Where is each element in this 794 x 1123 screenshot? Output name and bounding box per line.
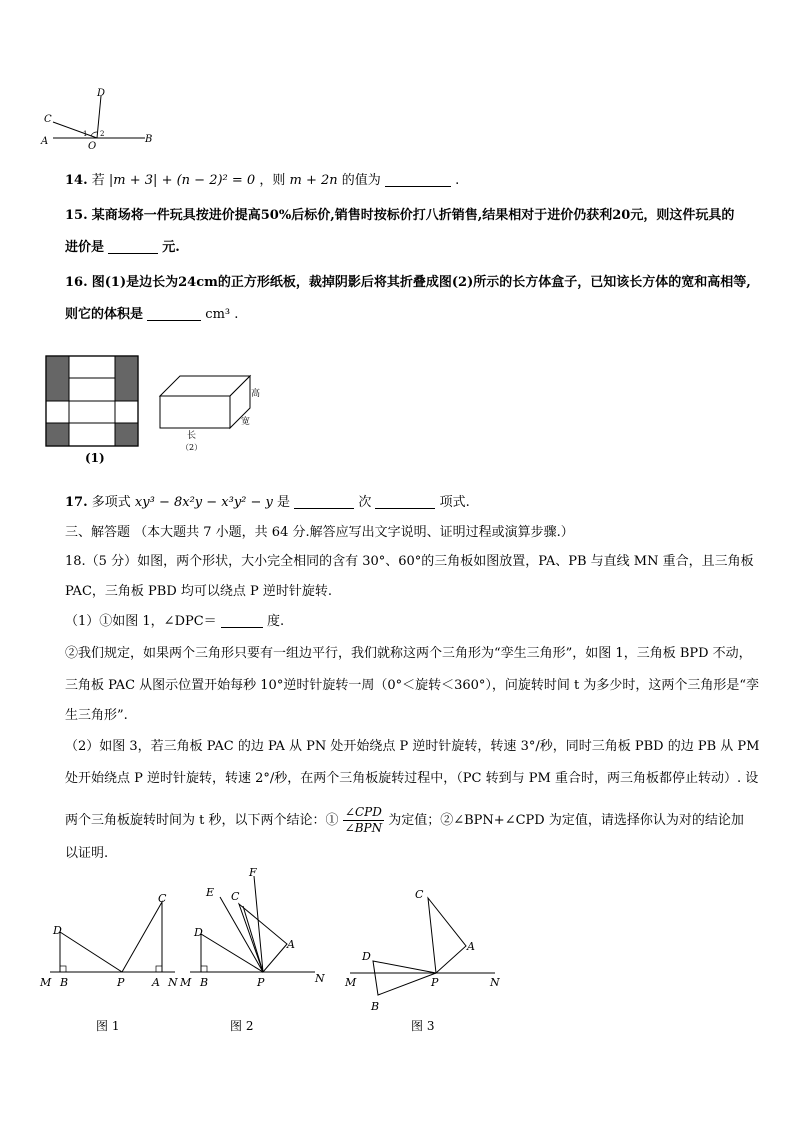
- fig1-M: M: [40, 976, 52, 989]
- fig3-M: M: [345, 976, 357, 989]
- fig1-N: N: [168, 976, 178, 989]
- fig2-C: C: [231, 890, 240, 903]
- angle-label-A: A: [41, 136, 49, 147]
- fig3-A: A: [467, 940, 475, 953]
- q18-answer-blank[interactable]: [221, 613, 263, 628]
- fig2-N: N: [315, 972, 325, 985]
- q14-number: 14.: [65, 173, 88, 188]
- fig1-D: D: [53, 924, 62, 937]
- q18-line-6: 生三角形”.: [65, 708, 128, 723]
- q18-line-2: PAC，三角板 PBD 均可以绕点 P 逆时针旋转.: [65, 584, 333, 599]
- q16-text-1: 图(1)是边长为24cm的正方形纸板，裁掉阴影后将其折叠成图(2)所示的长方体盒子，已知该长方体的宽和高相等,: [91, 275, 751, 290]
- q14-text-a: 若: [91, 173, 105, 188]
- q17-text-a: 多项式: [91, 495, 131, 510]
- q18-line-9: [65, 805, 744, 836]
- fig1-B: B: [60, 976, 69, 989]
- box-label-chang: 长: [187, 431, 197, 441]
- fig3-P: P: [431, 976, 439, 989]
- q17-text-d: 项式.: [439, 495, 470, 510]
- q18-line-4: ②我们规定，如果两个三角形只要有一组边平行，我们就称这两个三角形为“孪生三角形”，如图 1，三角板 BPD 不动，: [65, 646, 752, 661]
- q18-line-3a: （1）①如图 1，∠DPC＝: [65, 614, 217, 629]
- fig3-D: D: [362, 950, 371, 963]
- fig2-F: F: [249, 866, 257, 879]
- q18-line-5: 三角板 PAC 从图示位置开始每秒 10°逆时针旋转一周（0°＜旋转＜360°），问旋转时间 t 为多少时，这两个三角形是“孪: [65, 678, 760, 693]
- fig2-D: D: [194, 926, 203, 939]
- q17-expression: xy³ − 8x²y − x³y² − y: [134, 495, 273, 510]
- angle-label-B: B: [145, 134, 153, 145]
- fig2-A: A: [287, 938, 295, 951]
- q18-line-9a: 两个三角板旋转时间为 t 秒，以下两个结论：①: [65, 813, 339, 828]
- q16-answer-blank[interactable]: [147, 306, 201, 321]
- question-15-line2: [65, 239, 180, 257]
- q15-answer-blank[interactable]: [108, 239, 158, 254]
- figure-18-caption-1: 图 1: [96, 1019, 120, 1033]
- q14-expression: |m + 3| + (n − 2)² = 0: [108, 173, 256, 188]
- section-3-header: [65, 524, 574, 542]
- fig2-M: M: [180, 976, 192, 989]
- figure-18-caption-2: 图 2: [230, 1019, 254, 1033]
- q15-text-2b: 元.: [162, 240, 180, 255]
- fig3-B: B: [371, 1000, 380, 1012]
- question-14: [65, 172, 459, 190]
- q18-line-3: [65, 613, 284, 631]
- fraction-numerator: ∠CPD: [343, 805, 384, 821]
- figure-18-caption-3: 图 3: [411, 1019, 435, 1033]
- q14-answer-blank[interactable]: [385, 172, 451, 187]
- angle-label-1: 1: [83, 130, 88, 138]
- q17-answer-blank-2[interactable]: [375, 494, 435, 509]
- q18-line-3b: 度.: [266, 614, 285, 629]
- figure-16-square-paper: [45, 355, 140, 447]
- box-label-gao: 高: [251, 389, 261, 399]
- question-17: [65, 494, 470, 512]
- fig1-C: C: [158, 892, 167, 905]
- q16-end: .: [234, 307, 239, 322]
- figure-18-diagrams: [35, 862, 515, 1012]
- q16-unit: cm³: [205, 307, 231, 322]
- q18-fraction: [343, 805, 384, 836]
- angle-label-2: 2: [100, 130, 105, 138]
- question-15-line1: [65, 207, 734, 225]
- fraction-denominator: ∠BPN: [344, 821, 383, 835]
- fig3-N: N: [490, 976, 500, 989]
- figure-16-box: [155, 368, 270, 458]
- q18-line-8: 处开始绕点 P 逆时针旋转，转速 2°/秒，在两个三角板旋转过程中，（PC 转到与 PM 重合时，两三角板都停止转动）. 设: [65, 771, 759, 786]
- q14-expression-2: m + 2n: [289, 173, 338, 188]
- q15-number: 15.: [65, 208, 88, 223]
- q14-text-c: 的值为: [341, 173, 381, 188]
- q17-answer-blank-1[interactable]: [294, 494, 354, 509]
- fig2-B: B: [200, 976, 209, 989]
- box-label-kuan: 宽: [241, 417, 251, 427]
- q18-line-10: 以证明.: [65, 846, 109, 861]
- question-16-line2: [65, 306, 238, 324]
- angle-figure: [35, 82, 160, 152]
- fig2-E: E: [206, 886, 215, 899]
- figure-16-caption-2: （2）: [181, 443, 203, 452]
- q17-number: 17.: [65, 495, 88, 510]
- q14-end: .: [455, 173, 460, 188]
- q17-text-b: 是: [277, 495, 291, 510]
- q16-text-2a: 则它的体积是: [65, 307, 144, 322]
- fig3-C: C: [415, 888, 424, 901]
- section-3-text: 三、解答题 （本大题共 7 小题，共 64 分.解答应写出文字说明、证明过程或演算步骤.）: [65, 525, 574, 540]
- q17-text-c: 次: [358, 495, 372, 510]
- angle-label-O: O: [88, 141, 97, 152]
- fig1-A: A: [152, 976, 160, 989]
- figure-16-caption-1: (1): [85, 451, 105, 465]
- question-16-line1: [65, 274, 751, 292]
- angle-label-C: C: [44, 114, 52, 125]
- q18-line-1: 18.（5 分）如图，两个形状，大小完全相同的含有 30°、60°的三角板如图放置，PA、PB 与直线 MN 重合，且三角板: [65, 554, 754, 569]
- q16-number: 16.: [65, 275, 88, 290]
- q18-line-9b: 为定值；②∠BPN+∠CPD 为定值，请选择你认为对的结论加: [388, 813, 744, 828]
- angle-label-D: D: [97, 88, 106, 99]
- fig1-P: P: [117, 976, 125, 989]
- q15-text-2a: 进价是: [65, 240, 105, 255]
- q14-text-b: ，则: [259, 173, 286, 188]
- fig2-P: P: [257, 976, 265, 989]
- q15-text-1: 某商场将一件玩具按进价提高50%后标价,销售时按标价打八折销售,结果相对于进价仍获利20元，则这件玩具的: [91, 208, 735, 223]
- q18-line-7: （2）如图 3，若三角板 PAC 的边 PA 从 PN 处开始绕点 P 逆时针旋转，转速 3°/秒，同时三角板 PBD 的边 PB 从 PM: [65, 739, 760, 754]
